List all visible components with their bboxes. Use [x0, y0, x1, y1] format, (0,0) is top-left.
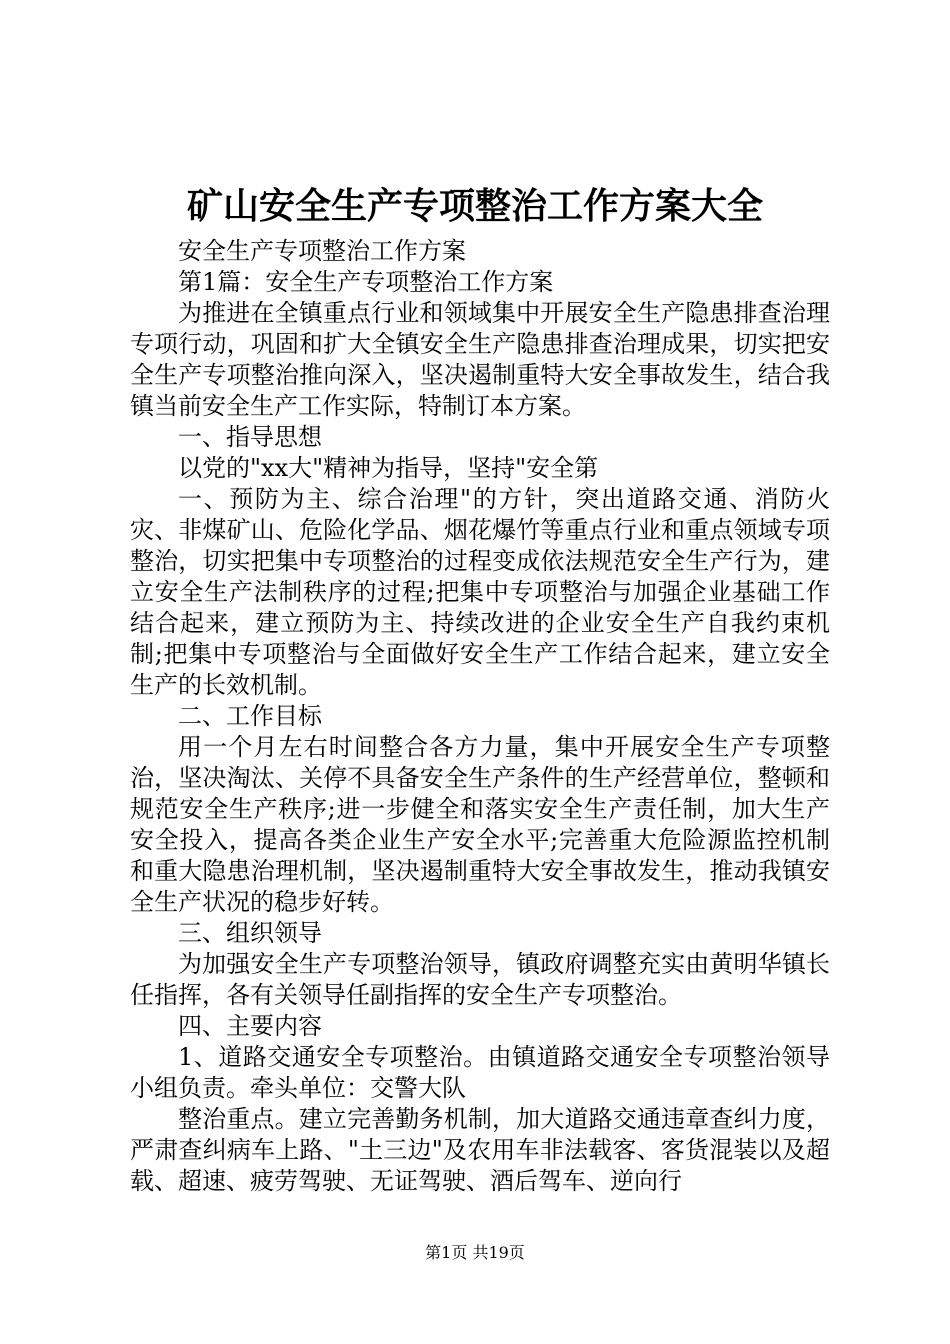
paragraph-organization: 为加强安全生产专项整治领导，镇政府调整充实由黄明华镇长任指挥，各有关领导任副指挥的安全生产专项整治。 — [130, 950, 830, 1009]
section-heading-work-goals: 二、工作目标 — [178, 702, 322, 730]
paragraph-subtitle: 安全生产专项整治工作方案 — [178, 237, 466, 265]
paragraph-road-traffic: 1、道路交通安全专项整治。由镇道路交通安全专项整治领导小组负责。牵头单位：交警大队 — [130, 1043, 830, 1102]
paragraph-chapter-heading: 第1篇：安全生产专项整治工作方案 — [178, 268, 554, 296]
paragraph-guiding-ideology: 以党的"xx大"精神为指导，坚持"安全第 — [178, 454, 599, 482]
section-heading-organization: 三、组织领导 — [178, 919, 322, 947]
paragraph-intro: 为推进在全镇重点行业和领域集中开展安全生产隐患排查治理专项行动，巩固和扩大全镇安全生产隐患排查治理成果，切实把安全生产专项整治推向深入，坚决遏制重特大安全事故发生，结合我镇当前安全生产工作实际，特制订本方案。 — [130, 299, 830, 420]
section-heading-guiding-ideology: 一、指导思想 — [178, 423, 322, 451]
paragraph-rectification-focus: 整治重点。建立完善勤务机制，加大道路交通违章查纠力度，严肃查纠病车上路、"土三边"及农用车非法载客、客货混装以及超载、超速、疲劳驾驶、无证驾驶、酒后驾车、逆向行 — [130, 1105, 830, 1195]
page-number-footer: 第1页 共19页 — [425, 1243, 525, 1262]
section-heading-main-content: 四、主要内容 — [178, 1012, 322, 1040]
document-title: 矿山安全生产专项整治工作方案大全 — [186, 185, 763, 227]
paragraph-guiding-ideology-continued: 一、预防为主、综合治理"的方针，突出道路交通、消防火灾、非煤矿山、危险化学品、烟花爆竹等重点行业和重点领域专项整治，切实把集中专项整治的过程变成依法规范安全生产行为，建立安全生产法制秩序的过程;把集中专项整治与加强企业基础工作结合起来，建立预防为主、持续改进的企业安全生产自我约束机制;把集中专项整治与全面做好安全生产工作结合起来，建立安全生产的长效机制。 — [130, 485, 830, 699]
document-body — [130, 236, 830, 1197]
paragraph-work-goals: 用一个月左右时间整合各方力量，集中开展安全生产专项整治，坚决淘汰、关停不具备安全生产条件的生产经营单位，整顿和规范安全生产秩序;进一步健全和落实安全生产责任制，加大生产安全投入，提高各类企业生产安全水平;完善重大危险源监控机制和重大隐患治理机制，坚决遏制重特大安全事故发生，推动我镇安全生产状况的稳步好转。 — [130, 733, 830, 916]
